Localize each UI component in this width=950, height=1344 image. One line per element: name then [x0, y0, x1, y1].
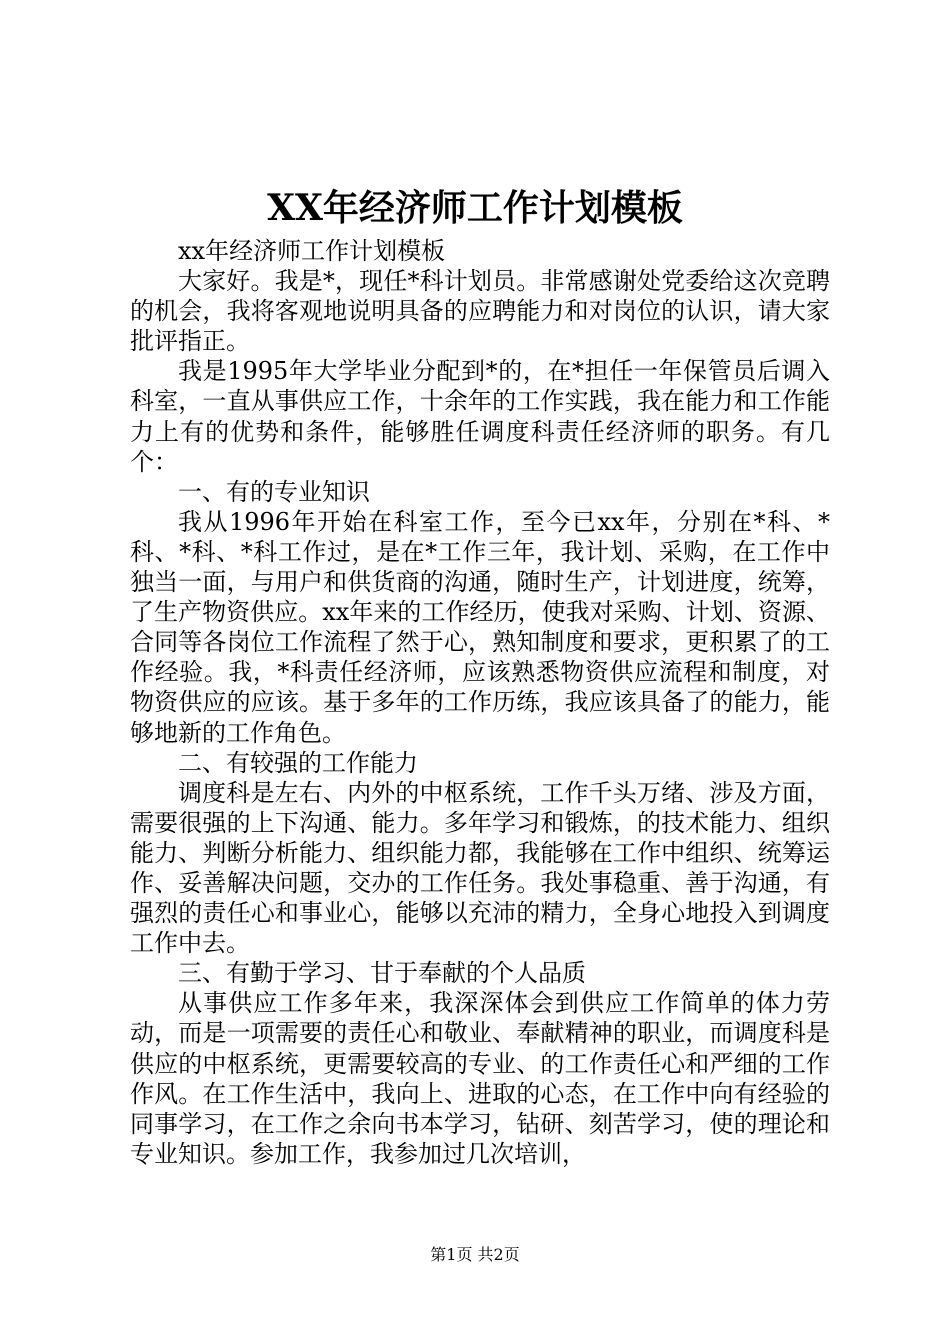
paragraph-section-3: 从事供应工作多年来，我深深体会到供应工作简单的体力劳动，而是一项需要的责任心和敬业、奉献精神的职业，而调度科是供应的中枢系统，更需要较高的专业、的工作责任心和严细的工作作风。在工作生活中，我向上、进取的心态，在工作中向有经验的同事学习，在工作之余向书本学习，钻研、刻苦学习，使的理论和专业知识。参加工作，我参加过几次培训，: [130, 989, 830, 1168]
paragraph-greeting: 大家好。我是*，现任*科计划员。非常感谢处党委给这次竞聘的机会，我将客观地说明具备的应聘能力和对岗位的认识，请大家批评指正。: [130, 267, 830, 356]
paragraph-section-1: 我从1996年开始在科室工作，至今已xx年，分别在*科、*科、*科、*科工作过，是在*工作三年，我计划、采购，在工作中独当一面，与用户和供货商的沟通，随时生产，计划进度，统筹，了生产物资供应。xx年来的工作经历，使我对采购、计划、资源、合同等各岗位工作流程了然于心，熟知制度和要求，更积累了的工作经验。我，*科责任经济师，应该熟悉物资供应流程和制度，对物资供应的应该。基于多年的工作历练，我应该具备了的能力，能够地新的工作角色。: [130, 507, 830, 747]
paragraph-section-2: 调度科是左右、内外的中枢系统，工作千头万绪、涉及方面，需要很强的上下沟通、能力。多年学习和锻炼，的技术能力、组织能力、判断分析能力、组织能力都，我能够在工作中组织、统筹运作、妥善解决问题，交办的工作任务。我处事稳重、善于沟通，有强烈的责任心和事业心，能够以充沛的精力，全身心地投入到调度工作中去。: [130, 778, 830, 958]
section-heading-2: 二、有较强的工作能力: [178, 748, 418, 777]
document-title: XX年经济师工作计划模板: [267, 187, 683, 229]
document-body: [130, 236, 830, 1169]
section-heading-1: 一、有的专业知识: [178, 477, 370, 506]
paragraph-subtitle: xx年经济师工作计划模板: [178, 237, 446, 265]
section-heading-3: 三、有勤于学习、甘于奉献的个人品质: [178, 959, 586, 988]
page-number-footer: 第1页 共2页: [430, 1245, 520, 1264]
paragraph-background: 我是1995年大学毕业分配到*的，在*担任一年保管员后调入科室，一直从事供应工作，十余年的工作实践，我在能力和工作能力上有的优势和条件，能够胜任调度科责任经济师的职务。有几个：: [130, 357, 830, 476]
